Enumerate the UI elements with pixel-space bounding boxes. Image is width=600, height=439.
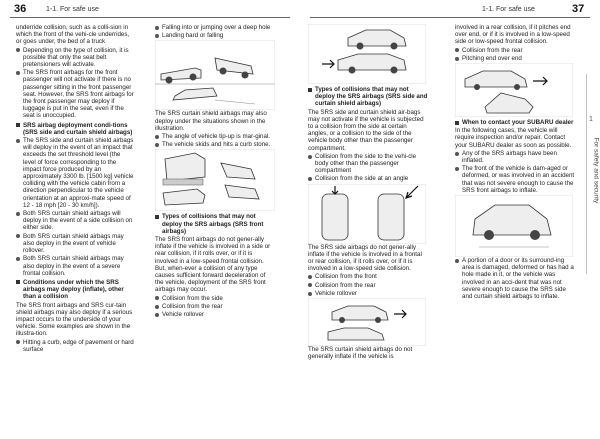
bullet-item: Vehicle rollover bbox=[308, 290, 428, 297]
column-1 bbox=[16, 24, 134, 354]
bullet-item: Collision from the front bbox=[308, 273, 428, 280]
bullet-item: Falling into or jumping over a deep hole bbox=[155, 24, 275, 31]
pitching-illustration bbox=[455, 63, 573, 117]
paragraph: involved in a rear collision, if it pitches end over end, or if it is involved in a low-speed side or low-speed frontal collision. bbox=[455, 24, 571, 46]
bullet-item: The SRS front airbags for the front passenger will not activate if there is no passenger sitting in the front passenger seat. However, the SRS front airbags for the front passenger may deploy if luggage is put in the seat, even if the seat is unoccupied. bbox=[16, 69, 134, 119]
chapter-number: 1 bbox=[589, 116, 593, 123]
bullet-item: Pitching end over end bbox=[455, 55, 575, 62]
bullet-item: Collision from the side at an angle bbox=[308, 175, 428, 182]
curb-and-landing-illustration bbox=[155, 40, 275, 110]
front-rear-rollover-illustration bbox=[308, 298, 426, 346]
bullet-item: Collision from the side bbox=[155, 295, 275, 302]
section-heading: Conditions under which the SRS airbags may deploy (inflate), other than a collision bbox=[16, 279, 134, 301]
bullet-item: Both SRS curtain shield airbags may also deploy in the event of vehicle rollover. bbox=[16, 233, 134, 255]
bullet-item: Both SRS curtain shield airbags will deploy in the event of a side collision on either side. bbox=[16, 210, 134, 232]
section-heading: When to contact your SUBARU dealer bbox=[455, 119, 575, 126]
column-4 bbox=[455, 24, 575, 301]
bullet-item: Vehicle rollover bbox=[155, 311, 275, 318]
column-2 bbox=[155, 24, 275, 319]
bullet-item: Any of the SRS airbags have been inflated. bbox=[455, 150, 575, 164]
bullet-item: The front of the vehicle is dam-aged or deformed, or was involved in an accident that was not severe enough to cause the SRS front airbags to inflate. bbox=[455, 165, 575, 194]
section-title-left: 1-1. For safe use bbox=[46, 6, 99, 13]
damaged-vehicle-illustration bbox=[455, 195, 573, 257]
vehicle-tip-up-illustration bbox=[155, 149, 275, 211]
paragraph: The SRS side and curtain shield air-bags may not activate if the vehicle is subjected to a collision from the side at certain angles, or a collision to the side of the vehicle body other than the passenger compartment. bbox=[308, 108, 424, 152]
bullet-item: Landing hard or falling bbox=[155, 32, 275, 39]
paragraph: The SRS curtain shield airbags may also deploy under the situations shown in the illustration. bbox=[155, 110, 267, 132]
paragraph: In the following cases, the vehicle will require inspection and/or repair. Contact your SUBARU dealer as soon as possible. bbox=[455, 127, 572, 149]
header-rule-left bbox=[10, 17, 290, 18]
bullet-item: Collision from the rear bbox=[455, 47, 575, 54]
page-number-left: 36 bbox=[14, 3, 27, 15]
side-collision-illustration bbox=[308, 184, 426, 244]
page-number-right: 37 bbox=[572, 3, 585, 15]
bullet-item: A portion of a door or its surround-ing area is damaged, deformed or has had a hole made in it, or the vehicle was involved in an acci-dent that was not severe enough to cause the SRS side and curtain shield airbags to inflate. bbox=[455, 257, 575, 300]
column-3 bbox=[308, 24, 428, 361]
collision-scenarios-illustration bbox=[308, 24, 426, 84]
tab-bar bbox=[586, 74, 587, 274]
chapter-side-tab bbox=[584, 74, 600, 274]
section-title-right: 1-1. For safe use bbox=[482, 6, 535, 13]
paragraph: The SRS front airbags do not gener-ally inflate if the vehicle is involved in a side or rear collision, if it rolls over, or if it is involved in a low-speed frontal collision. But, when-ever a collision of any type causes sufficient forward deceleration of the vehicle, deployment of the SRS front airbags may occur. bbox=[155, 236, 271, 294]
bullet-item: Both SRS curtain shield airbags may also deploy in the event of a severe frontal collision. bbox=[16, 255, 134, 277]
bullet-item: The angle of vehicle tip-up is mar-ginal. bbox=[155, 133, 275, 140]
bullet-item: Hitting a curb, edge of pavement or hard surface bbox=[16, 339, 134, 353]
paragraph: The SRS front airbags and SRS cur-tain shield airbags may also deploy if a serious impact occurs to the underside of your vehicle. Some examples are shown in the illustra-tion. bbox=[16, 301, 133, 338]
paragraph: underride collision, such as a colli-sion in which the front of the vehi-cle underrides, or goes under, the bed of a truck bbox=[16, 24, 130, 46]
bullet-item: Collision from the rear bbox=[308, 282, 428, 289]
paragraph: The SRS curtain shield airbags do not generally inflate if the vehicle is bbox=[308, 346, 413, 361]
section-heading: Types of collisions that may not deploy the SRS airbags (SRS side and curtain shield airbags) bbox=[308, 86, 428, 108]
section-heading: SRS airbag deployment condi-tions (SRS side and curtain shield airbags) bbox=[16, 122, 134, 136]
bullet-item: The SRS side and curtain shield airbags will deploy in the event of an impact that exceeds the set threshold level (the level of force corresponding to the impact force produced by an approximately 3300 lb. [1500 kg] vehicle colliding with the vehicle cabin from a direction perpendicular to the vehicle orientation at an approxi-mate speed of 12 - 18 mph [20 - 30 km/h]). bbox=[16, 137, 134, 209]
chapter-label: For safety and security bbox=[592, 137, 600, 204]
bullet-item: Collision from the rear bbox=[155, 303, 275, 310]
paragraph: The SRS side airbags do not gener-ally inflate if the vehicle is involved in a frontal or rear collision, if it rolls over, or if it is involved in a low-speed side collision. bbox=[308, 243, 422, 273]
page-header bbox=[0, 0, 600, 20]
bullet-item: Collision from the side to the vehi-cle body other than the passenger compartment bbox=[308, 153, 428, 175]
bullet-item: The vehicle skids and hits a curb stone. bbox=[155, 141, 275, 148]
bullet-item: Depending on the type of collision, it is possible that only the seat belt pretensioners will activate. bbox=[16, 47, 134, 69]
section-heading: Types of collisions that may not deploy the SRS airbags (SRS front airbags) bbox=[155, 213, 275, 235]
header-rule-right bbox=[310, 17, 590, 18]
